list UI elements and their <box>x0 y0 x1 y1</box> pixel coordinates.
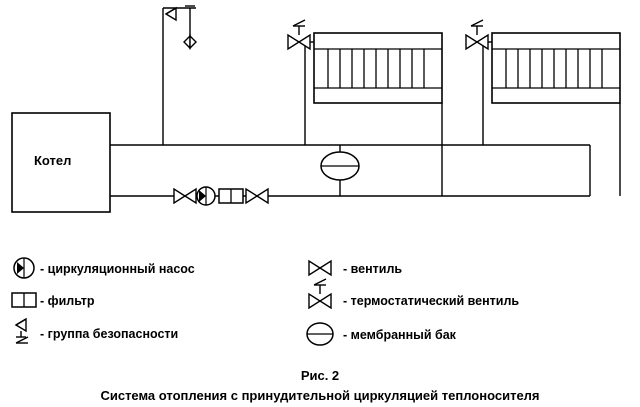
circulation-pump-icon <box>197 187 215 205</box>
legend-safety-group-label: - группа безопасности <box>40 327 179 341</box>
legend-thermostatic-valve-label: - термостатический вентиль <box>343 294 520 308</box>
legend-membrane-tank-label: - мембранный бак <box>343 328 456 342</box>
legend-safety-group-icon <box>16 319 28 343</box>
boiler-label: Котел <box>34 153 72 168</box>
radiator-1 <box>288 20 442 196</box>
safety-group-icon <box>166 6 196 48</box>
legend-circulation-pump-icon <box>14 258 34 278</box>
legend-filter-icon <box>12 293 36 307</box>
boiler <box>12 113 110 212</box>
legend-item-pump <box>14 258 195 278</box>
legend-membrane-tank-icon <box>307 323 333 345</box>
legend-pump-label: - циркуляционный насос <box>40 262 195 276</box>
legend-item-thermostatic-valve <box>309 279 519 308</box>
legend-valve-icon <box>309 261 331 275</box>
valve-left-icon <box>174 189 196 203</box>
thermostatic-valve-2-icon <box>466 20 488 49</box>
legend-item-membrane-tank <box>307 323 457 345</box>
figure-number: Рис. 2 <box>300 368 340 383</box>
safety-group-assembly <box>163 8 196 145</box>
legend-filter-label: - фильтр <box>40 294 95 308</box>
legend-item-filter <box>12 293 95 308</box>
valve-right-icon <box>246 189 268 203</box>
radiator-2 <box>466 20 620 196</box>
legend-item-valve <box>309 261 402 276</box>
membrane-tank <box>321 145 359 196</box>
legend-valve-label: - вентиль <box>343 262 403 276</box>
thermostatic-valve-1-icon <box>288 20 310 49</box>
legend-thermostatic-valve-icon <box>309 279 331 308</box>
legend-item-safety-group <box>16 319 178 343</box>
figure-caption: Система отопления с принудительной циркуляцией теплоносителя <box>100 388 540 403</box>
filter-icon <box>219 189 243 203</box>
